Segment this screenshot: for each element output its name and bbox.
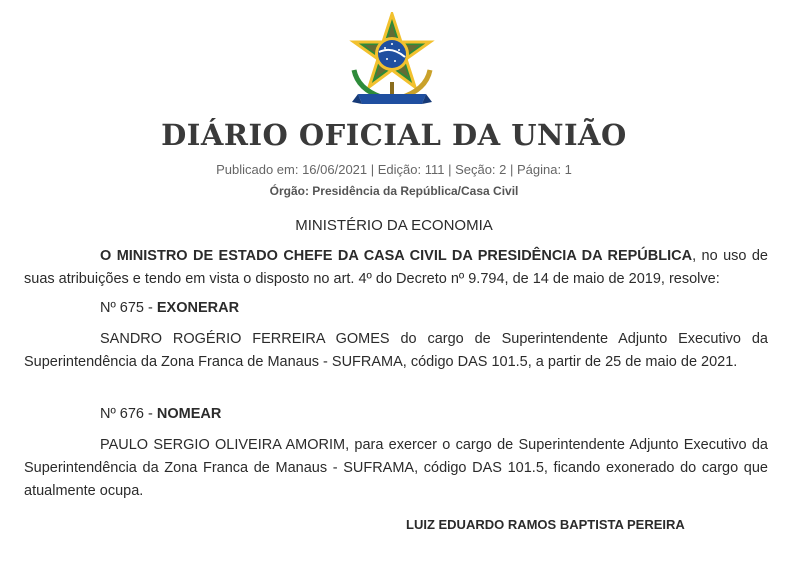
act-676-body: PAULO SERGIO OLIVEIRA AMORIM, para exercer o cargo de Superintendente Adjunto Executivo da Superintendência da Zona Franca de Manaus - SUFRAMA, código DAS 101.5, ficando exonerado do cargo que atualmente ocupa. [24,437,768,499]
act-675-body: SANDRO ROGÉRIO FERREIRA GOMES do cargo de Superintendente Adjunto Executivo da Superintendência da Zona Franca de Manaus - SUFRAMA, código DAS 101.5, a partir de 25 de maio de 2021. [24,331,768,370]
act-action: NOMEAR [156,406,222,422]
coat-of-arms-of-brazil-icon [344,12,440,106]
act-number: Nº 676 - [100,406,157,422]
publication-info: Publicado em: 16/06/2021 | Edição: 111 | Seção: 2 | Página: 1 [216,162,572,177]
organ-label: Órgão: Presidência da República/Casa Civil [269,184,519,198]
authority-text: O MINISTRO DE ESTADO CHEFE DA CASA CIVIL DA PRESIDÊNCIA DA REPÚBLICA [100,248,693,264]
act-number: Nº 675 - [100,300,157,316]
intro-paragraph [24,245,768,291]
page-title: DIÁRIO OFICIAL DA UNIÃO [161,118,627,152]
act-action: EXONERAR [156,300,240,316]
signature: LUIZ EDUARDO RAMOS BAPTISTA PEREIRA [406,517,685,532]
act-676-label [100,406,221,422]
intro-text: , no uso de suas atribuições e tendo em vista o disposto no art. 4º do Decreto nº 9.794, de 14 de maio de 2019, resolve: [24,248,768,287]
act-675-label [100,300,239,316]
ministry-heading: MINISTÉRIO DA ECONOMIA [295,217,493,234]
